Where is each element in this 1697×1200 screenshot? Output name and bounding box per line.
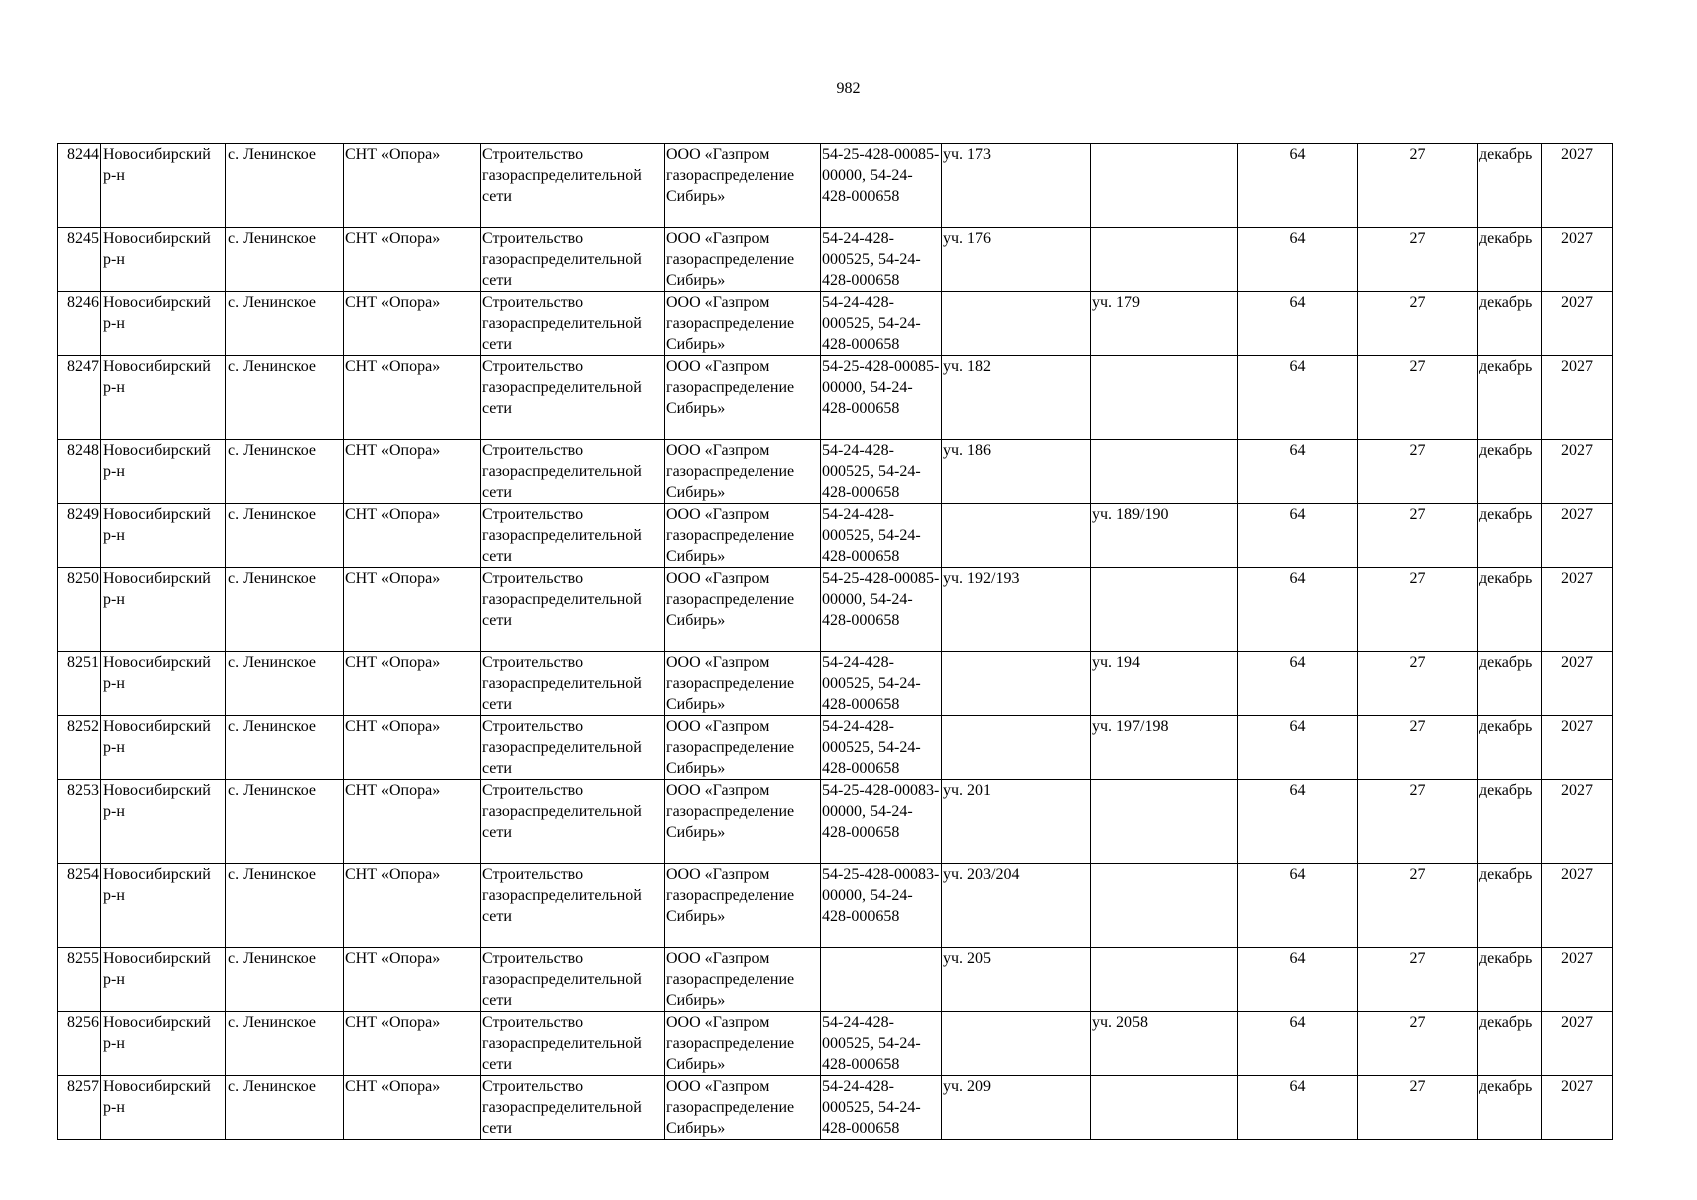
cell-value-2: 27 <box>1358 1012 1478 1076</box>
cell-work-type: Строительство газораспределительной сети <box>481 292 665 356</box>
table-row <box>58 1012 1613 1076</box>
cell-settlement: с. Ленинское <box>226 568 344 652</box>
cell-settlement: с. Ленинское <box>226 1076 344 1140</box>
cell-organization: ООО «Газпром газораспределение Сибирь» <box>665 1076 821 1140</box>
cell-value-2: 27 <box>1358 228 1478 292</box>
cell-cadastral: 54-24-428-000525, 54-24-428-000658 <box>821 1012 942 1076</box>
cell-month: декабрь <box>1478 504 1542 568</box>
cell-year: 2027 <box>1542 1076 1613 1140</box>
cell-plot: уч. 173 <box>942 144 1091 228</box>
table-row <box>58 716 1613 780</box>
cell-snt: СНТ «Опора» <box>344 292 481 356</box>
cell-year: 2027 <box>1542 780 1613 864</box>
cell-plot-alt <box>1091 568 1238 652</box>
cell-value-1: 64 <box>1238 144 1358 228</box>
cell-cadastral: 54-24-428-000525, 54-24-428-000658 <box>821 504 942 568</box>
cell-value-2: 27 <box>1358 292 1478 356</box>
cell-value-2: 27 <box>1358 652 1478 716</box>
cell-work-type: Строительство газораспределительной сети <box>481 440 665 504</box>
table-body <box>58 144 1613 1140</box>
cell-month: декабрь <box>1478 780 1542 864</box>
cell-district: Новосибирский р-н <box>101 292 226 356</box>
cell-plot: уч. 209 <box>942 1076 1091 1140</box>
cell-year: 2027 <box>1542 864 1613 948</box>
cell-month: декабрь <box>1478 864 1542 948</box>
cell-value-2: 27 <box>1358 356 1478 440</box>
cell-month: декабрь <box>1478 144 1542 228</box>
cell-snt: СНТ «Опора» <box>344 440 481 504</box>
cell-district: Новосибирский р-н <box>101 780 226 864</box>
cell-number: 8250 <box>58 568 101 652</box>
cell-work-type: Строительство газораспределительной сети <box>481 504 665 568</box>
cell-plot-alt <box>1091 948 1238 1012</box>
cell-organization: ООО «Газпром газораспределение Сибирь» <box>665 228 821 292</box>
cell-snt: СНТ «Опора» <box>344 716 481 780</box>
cell-number: 8253 <box>58 780 101 864</box>
cell-cadastral: 54-25-428-00085-00000, 54-24-428-000658 <box>821 356 942 440</box>
cell-number: 8247 <box>58 356 101 440</box>
cell-value-1: 64 <box>1238 1076 1358 1140</box>
table-row <box>58 780 1613 864</box>
cell-year: 2027 <box>1542 716 1613 780</box>
cell-number: 8254 <box>58 864 101 948</box>
cell-number: 8244 <box>58 144 101 228</box>
registry-table <box>57 143 1613 1140</box>
cell-value-1: 64 <box>1238 948 1358 1012</box>
cell-cadastral: 54-24-428-000525, 54-24-428-000658 <box>821 652 942 716</box>
cell-organization: ООО «Газпром газораспределение Сибирь» <box>665 948 821 1012</box>
cell-organization: ООО «Газпром газораспределение Сибирь» <box>665 568 821 652</box>
cell-organization: ООО «Газпром газораспределение Сибирь» <box>665 440 821 504</box>
cell-year: 2027 <box>1542 292 1613 356</box>
cell-work-type: Строительство газораспределительной сети <box>481 716 665 780</box>
cell-plot <box>942 716 1091 780</box>
cell-number: 8255 <box>58 948 101 1012</box>
cell-cadastral: 54-25-428-00083-00000, 54-24-428-000658 <box>821 864 942 948</box>
cell-month: декабрь <box>1478 356 1542 440</box>
cell-cadastral: 54-24-428-000525, 54-24-428-000658 <box>821 716 942 780</box>
cell-district: Новосибирский р-н <box>101 652 226 716</box>
cell-work-type: Строительство газораспределительной сети <box>481 144 665 228</box>
cell-snt: СНТ «Опора» <box>344 356 481 440</box>
cell-number: 8257 <box>58 1076 101 1140</box>
cell-plot: уч. 182 <box>942 356 1091 440</box>
cell-work-type: Строительство газораспределительной сети <box>481 228 665 292</box>
cell-value-1: 64 <box>1238 1012 1358 1076</box>
cell-organization: ООО «Газпром газораспределение Сибирь» <box>665 1012 821 1076</box>
cell-settlement: с. Ленинское <box>226 440 344 504</box>
cell-work-type: Строительство газораспределительной сети <box>481 780 665 864</box>
cell-district: Новосибирский р-н <box>101 716 226 780</box>
table-row <box>58 440 1613 504</box>
cell-work-type: Строительство газораспределительной сети <box>481 356 665 440</box>
cell-plot: уч. 203/204 <box>942 864 1091 948</box>
cell-snt: СНТ «Опора» <box>344 1012 481 1076</box>
cell-number: 8256 <box>58 1012 101 1076</box>
cell-plot <box>942 652 1091 716</box>
table-row <box>58 144 1613 228</box>
cell-settlement: с. Ленинское <box>226 1012 344 1076</box>
cell-plot-alt <box>1091 228 1238 292</box>
cell-month: декабрь <box>1478 1012 1542 1076</box>
cell-value-2: 27 <box>1358 1076 1478 1140</box>
cell-work-type: Строительство газораспределительной сети <box>481 948 665 1012</box>
cell-organization: ООО «Газпром газораспределение Сибирь» <box>665 356 821 440</box>
cell-month: декабрь <box>1478 292 1542 356</box>
cell-value-2: 27 <box>1358 864 1478 948</box>
cell-month: декабрь <box>1478 228 1542 292</box>
cell-organization: ООО «Газпром газораспределение Сибирь» <box>665 716 821 780</box>
cell-snt: СНТ «Опора» <box>344 780 481 864</box>
cell-work-type: Строительство газораспределительной сети <box>481 864 665 948</box>
cell-settlement: с. Ленинское <box>226 228 344 292</box>
cell-value-1: 64 <box>1238 440 1358 504</box>
cell-year: 2027 <box>1542 440 1613 504</box>
table-row <box>58 652 1613 716</box>
table-row <box>58 228 1613 292</box>
cell-work-type: Строительство газораспределительной сети <box>481 568 665 652</box>
cell-number: 8245 <box>58 228 101 292</box>
cell-plot: уч. 192/193 <box>942 568 1091 652</box>
cell-snt: СНТ «Опора» <box>344 228 481 292</box>
cell-value-1: 64 <box>1238 356 1358 440</box>
cell-district: Новосибирский р-н <box>101 1012 226 1076</box>
cell-value-2: 27 <box>1358 780 1478 864</box>
cell-district: Новосибирский р-н <box>101 144 226 228</box>
cell-settlement: с. Ленинское <box>226 864 344 948</box>
table-row <box>58 948 1613 1012</box>
cell-work-type: Строительство газораспределительной сети <box>481 1076 665 1140</box>
cell-district: Новосибирский р-н <box>101 864 226 948</box>
cell-settlement: с. Ленинское <box>226 716 344 780</box>
cell-plot <box>942 504 1091 568</box>
cell-value-2: 27 <box>1358 568 1478 652</box>
cell-settlement: с. Ленинское <box>226 652 344 716</box>
cell-value-2: 27 <box>1358 948 1478 1012</box>
cell-cadastral <box>821 948 942 1012</box>
cell-plot-alt: уч. 197/198 <box>1091 716 1238 780</box>
cell-snt: СНТ «Опора» <box>344 652 481 716</box>
cell-organization: ООО «Газпром газораспределение Сибирь» <box>665 504 821 568</box>
cell-cadastral: 54-24-428-000525, 54-24-428-000658 <box>821 1076 942 1140</box>
cell-plot-alt <box>1091 780 1238 864</box>
cell-value-1: 64 <box>1238 228 1358 292</box>
table-row <box>58 1076 1613 1140</box>
cell-district: Новосибирский р-н <box>101 1076 226 1140</box>
cell-plot-alt: уч. 189/190 <box>1091 504 1238 568</box>
cell-month: декабрь <box>1478 652 1542 716</box>
cell-plot: уч. 201 <box>942 780 1091 864</box>
cell-year: 2027 <box>1542 356 1613 440</box>
cell-plot-alt: уч. 179 <box>1091 292 1238 356</box>
cell-month: декабрь <box>1478 440 1542 504</box>
cell-year: 2027 <box>1542 228 1613 292</box>
cell-organization: ООО «Газпром газораспределение Сибирь» <box>665 780 821 864</box>
cell-cadastral: 54-24-428-000525, 54-24-428-000658 <box>821 440 942 504</box>
cell-settlement: с. Ленинское <box>226 780 344 864</box>
cell-month: декабрь <box>1478 568 1542 652</box>
cell-organization: ООО «Газпром газораспределение Сибирь» <box>665 144 821 228</box>
cell-cadastral: 54-25-428-00083-00000, 54-24-428-000658 <box>821 780 942 864</box>
cell-work-type: Строительство газораспределительной сети <box>481 652 665 716</box>
cell-district: Новосибирский р-н <box>101 568 226 652</box>
cell-snt: СНТ «Опора» <box>344 144 481 228</box>
cell-month: декабрь <box>1478 948 1542 1012</box>
cell-month: декабрь <box>1478 1076 1542 1140</box>
cell-snt: СНТ «Опора» <box>344 864 481 948</box>
table-row <box>58 864 1613 948</box>
cell-settlement: с. Ленинское <box>226 948 344 1012</box>
cell-value-1: 64 <box>1238 716 1358 780</box>
cell-year: 2027 <box>1542 1012 1613 1076</box>
cell-district: Новосибирский р-н <box>101 504 226 568</box>
cell-value-2: 27 <box>1358 716 1478 780</box>
page-number: 982 <box>836 80 861 97</box>
cell-district: Новосибирский р-н <box>101 948 226 1012</box>
cell-plot-alt: уч. 2058 <box>1091 1012 1238 1076</box>
cell-value-1: 64 <box>1238 652 1358 716</box>
cell-plot-alt <box>1091 144 1238 228</box>
cell-number: 8248 <box>58 440 101 504</box>
cell-settlement: с. Ленинское <box>226 504 344 568</box>
cell-year: 2027 <box>1542 652 1613 716</box>
table-row <box>58 356 1613 440</box>
cell-number: 8249 <box>58 504 101 568</box>
cell-value-2: 27 <box>1358 440 1478 504</box>
cell-year: 2027 <box>1542 568 1613 652</box>
cell-work-type: Строительство газораспределительной сети <box>481 1012 665 1076</box>
cell-plot: уч. 186 <box>942 440 1091 504</box>
cell-number: 8251 <box>58 652 101 716</box>
cell-value-1: 64 <box>1238 504 1358 568</box>
table-row <box>58 568 1613 652</box>
cell-snt: СНТ «Опора» <box>344 948 481 1012</box>
cell-value-1: 64 <box>1238 864 1358 948</box>
cell-cadastral: 54-25-428-00085-00000, 54-24-428-000658 <box>821 144 942 228</box>
cell-plot-alt <box>1091 356 1238 440</box>
cell-plot-alt <box>1091 1076 1238 1140</box>
cell-year: 2027 <box>1542 504 1613 568</box>
cell-district: Новосибирский р-н <box>101 440 226 504</box>
cell-snt: СНТ «Опора» <box>344 504 481 568</box>
cell-year: 2027 <box>1542 948 1613 1012</box>
cell-cadastral: 54-25-428-00085-00000, 54-24-428-000658 <box>821 568 942 652</box>
cell-plot-alt <box>1091 864 1238 948</box>
cell-value-1: 64 <box>1238 780 1358 864</box>
cell-district: Новосибирский р-н <box>101 356 226 440</box>
cell-snt: СНТ «Опора» <box>344 568 481 652</box>
cell-value-1: 64 <box>1238 292 1358 356</box>
cell-plot-alt: уч. 194 <box>1091 652 1238 716</box>
table-row <box>58 292 1613 356</box>
cell-plot <box>942 292 1091 356</box>
cell-year: 2027 <box>1542 144 1613 228</box>
cell-organization: ООО «Газпром газораспределение Сибирь» <box>665 292 821 356</box>
table-row <box>58 504 1613 568</box>
cell-district: Новосибирский р-н <box>101 228 226 292</box>
cell-organization: ООО «Газпром газораспределение Сибирь» <box>665 652 821 716</box>
cell-value-2: 27 <box>1358 504 1478 568</box>
cell-plot-alt <box>1091 440 1238 504</box>
cell-number: 8252 <box>58 716 101 780</box>
cell-number: 8246 <box>58 292 101 356</box>
cell-value-1: 64 <box>1238 568 1358 652</box>
cell-settlement: с. Ленинское <box>226 144 344 228</box>
cell-cadastral: 54-24-428-000525, 54-24-428-000658 <box>821 292 942 356</box>
cell-cadastral: 54-24-428-000525, 54-24-428-000658 <box>821 228 942 292</box>
cell-value-2: 27 <box>1358 144 1478 228</box>
cell-plot <box>942 1012 1091 1076</box>
cell-month: декабрь <box>1478 716 1542 780</box>
cell-plot: уч. 205 <box>942 948 1091 1012</box>
cell-plot: уч. 176 <box>942 228 1091 292</box>
cell-organization: ООО «Газпром газораспределение Сибирь» <box>665 864 821 948</box>
cell-settlement: с. Ленинское <box>226 292 344 356</box>
cell-settlement: с. Ленинское <box>226 356 344 440</box>
cell-snt: СНТ «Опора» <box>344 1076 481 1140</box>
